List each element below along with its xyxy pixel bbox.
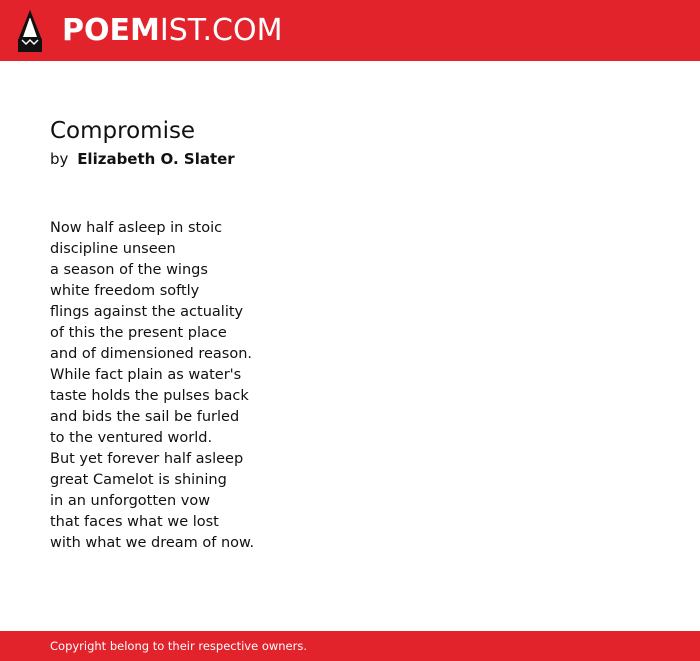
pencil-icon bbox=[18, 10, 42, 52]
poem-line: and of dimensioned reason. bbox=[50, 346, 252, 362]
logo-strong-text: POEM bbox=[62, 13, 160, 48]
site-logo[interactable] bbox=[18, 0, 282, 61]
site-footer bbox=[0, 631, 700, 661]
byline bbox=[50, 147, 670, 171]
poem-container bbox=[50, 61, 670, 554]
poem-line: Now half asleep in stoic bbox=[50, 220, 223, 236]
copyright-text: Copyright belong to their respective owners. bbox=[50, 639, 308, 653]
poem-line: white freedom softly bbox=[50, 283, 200, 299]
logo-light-text: IST.COM bbox=[159, 13, 283, 48]
site-header bbox=[0, 0, 700, 61]
logo-wordmark bbox=[62, 0, 282, 61]
poem-line: flings against the actuality bbox=[50, 304, 244, 320]
poem-line: But yet forever half asleep bbox=[50, 451, 244, 467]
poem-line: with what we dream of now. bbox=[50, 535, 255, 551]
poem-line: taste holds the pulses back bbox=[50, 388, 249, 404]
by-label: by bbox=[50, 150, 69, 168]
poem-line: a season of the wings bbox=[50, 262, 208, 278]
poem-line: great Camelot is shining bbox=[50, 472, 227, 488]
poem-line: and bids the sail be furled bbox=[50, 409, 240, 425]
poem-line: discipline unseen bbox=[50, 241, 176, 257]
poem-line: that faces what we lost bbox=[50, 514, 219, 530]
poem-line: of this the present place bbox=[50, 325, 227, 341]
author-link[interactable]: Elizabeth O. Slater bbox=[77, 150, 235, 168]
poem-body bbox=[50, 218, 670, 554]
poem-line: to the ventured world. bbox=[50, 430, 213, 446]
poem-line: While fact plain as water's bbox=[50, 367, 242, 383]
poem-line: in an unforgotten vow bbox=[50, 493, 211, 509]
poem-title: Compromise bbox=[50, 118, 196, 144]
